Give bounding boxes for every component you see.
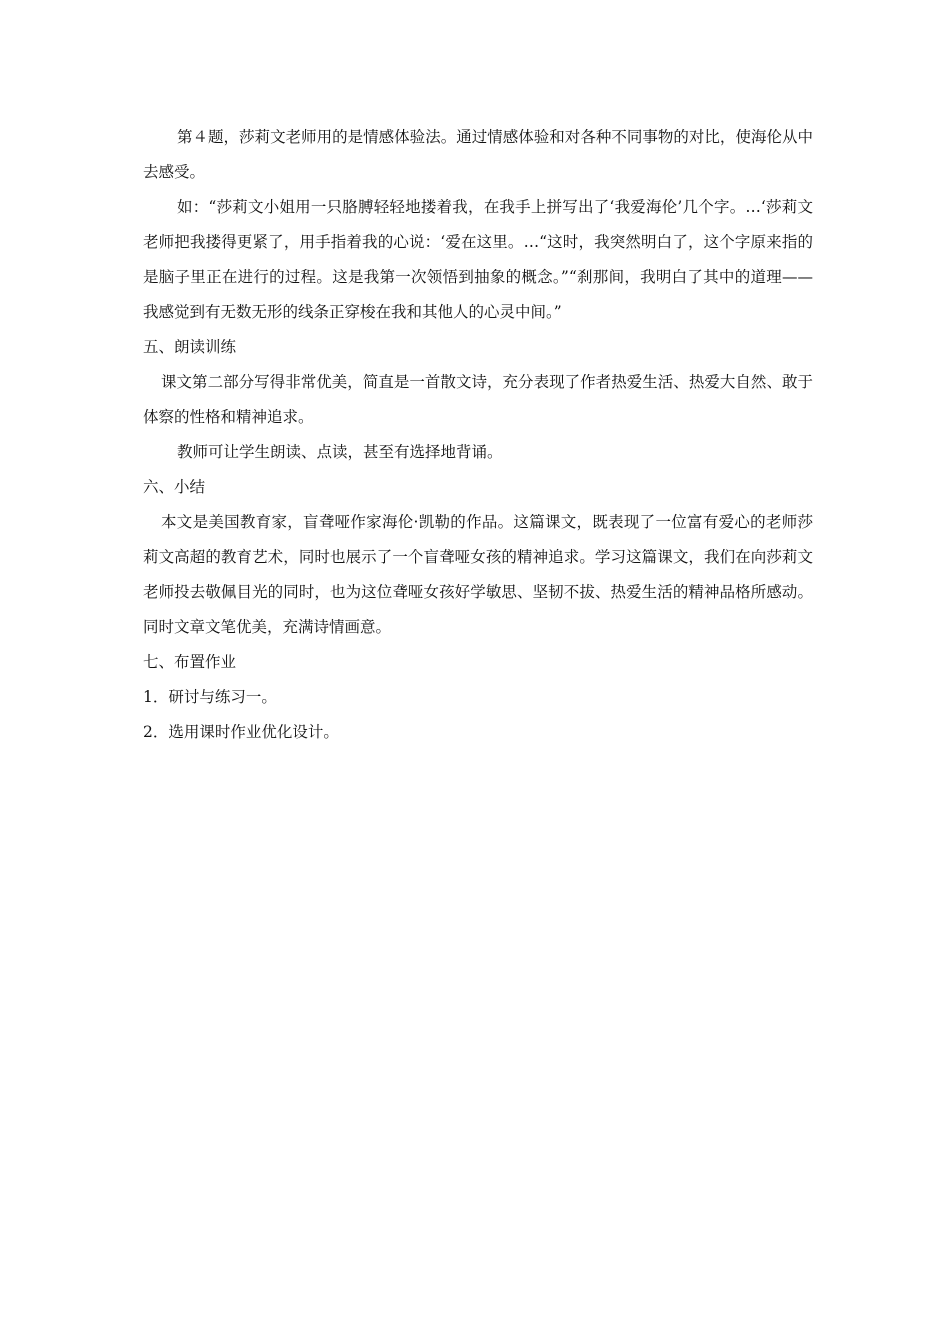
document-body [143,120,813,750]
section-heading-homework: 七、布置作业 [143,653,237,671]
paragraph-question-4-method: 第４题，莎莉文老师用的是情感体验法。通过情感体验和对各种不同事物的对比，使海伦从中去感受。 [143,128,813,181]
paragraph-reading-training-body: 课文第二部分写得非常优美，简直是一首散文诗，充分表现了作者热爱生活、热爱大自然、敢于体察的性格和精神追求。 [143,373,813,426]
paragraph-summary-body: 本文是美国教育家，盲聋哑作家海伦·凯勒的作品。这篇课文，既表现了一位富有爱心的老师莎莉文高超的教育艺术，同时也展示了一个盲聋哑女孩的精神追求。学习这篇课文，我们在向莎莉文老师投去敬佩目光的同时，也为这位聋哑女孩好学敏思、坚韧不拔、热爱生活的精神品格所感动。同时文章文笔优美，充满诗情画意。 [143,513,813,636]
section-heading-summary: 六、小结 [143,478,206,496]
paragraph-quotation-example: 如：“莎莉文小姐用一只胳膊轻轻地搂着我，在我手上拼写出了‘我爱海伦’几个字。…‘莎莉文老师把我搂得更紧了，用手指着我的心说：‘爱在这里。…“这时，我突然明白了，这个字原来指的是脑子里正在进行的过程。这是我第一次领悟到抽象的概念。”“刹那间，我明白了其中的道理——我感觉到有无数无形的线条正穿梭在我和其他人的心灵中间。” [143,198,813,321]
homework-item-1: 1．研讨与练习一。 [143,688,277,706]
paragraph-reading-training-method: 教师可让学生朗读、点读，甚至有选择地背诵。 [177,443,503,461]
homework-item-2: 2．选用课时作业优化设计。 [143,723,339,741]
section-heading-reading-training: 五、朗读训练 [143,338,237,356]
